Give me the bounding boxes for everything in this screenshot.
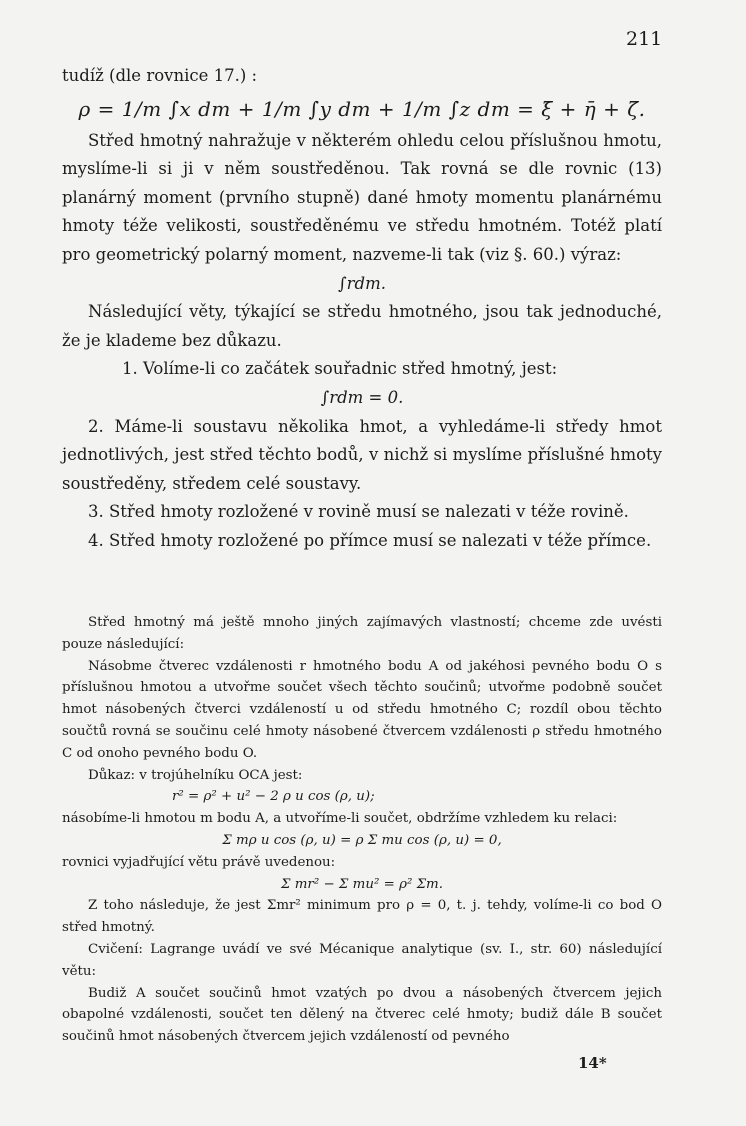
intro-line: tudíž (dle rovnice 17.) : bbox=[62, 66, 258, 85]
paragraph-2: Následující věty, týkající se středu hmotného, jsou tak jednoduché, že je klademe bez důkazu. bbox=[62, 302, 662, 350]
small-paragraph-4: rovnici vyjadřující větu právě uvedenou: bbox=[62, 854, 336, 870]
exercise-paragraph: Cvičení: Lagrange uvádí ve své Mécanique analytique (sv. I., str. 60) následující větu: bbox=[62, 941, 662, 979]
small-text bbox=[62, 612, 662, 1048]
centroid-equation: ρ = 1/m ∫x dm + 1/m ∫y dm + 1/m ∫z dm = ξ̄ + η̄ + ζ̄. bbox=[78, 96, 646, 121]
small-paragraph-1: Střed hmotný má ještě mnoho jiných zajímavých vlastností; chceme zde uvésti pouze následující: bbox=[62, 615, 662, 652]
equation-2: Σ mρ u cos (ρ, u) = ρ Σ mu cos (ρ, u) = 0, bbox=[222, 832, 502, 848]
signature-mark: 14* bbox=[578, 1054, 607, 1072]
proof-line: Důkaz: v trojúhelníku OCA jest: bbox=[88, 767, 303, 783]
small-paragraph-5: Z toho následuje, že jest Σmr² minimum pro ρ = 0, t. j. tehdy, volíme-li co bod O střed hmotný. bbox=[62, 898, 662, 936]
item-3: 3. Střed hmoty rozložené v rovině musí se nalezati v téže rovině. bbox=[88, 502, 629, 522]
item-4: 4. Střed hmoty rozložené po přímce musí se nalezati v téže přímce. bbox=[88, 530, 652, 550]
equation-1: r² = ρ² + u² − 2 ρ u cos (ρ, u); bbox=[172, 789, 375, 805]
equation-zero: ∫rdm = 0. bbox=[320, 387, 404, 407]
small-paragraph-2: Násobme čtverec vzdálenosti r hmotného bodu A od jakéhosi pevného bodu O s příslušnou hmotou a utvořme součet všech těchto součinů; utvořme podobně součet hmot násobených čtverci vzdáleností u od středu hmotného C; rozdíl obou těchto součtů rovná se součinu celé hmoty násobené čtvercem vzdálenosti ρ středu hmotného C od onoho pevného bodu O. bbox=[62, 658, 662, 761]
item-2: 2. Máme-li soustavu několika hmot, a vyhledáme-li středy hmot jednotlivých, jest střed těchto bodů, v nichž si myslíme příslušné hmoty soustředěny, středem celé soustavy. bbox=[62, 416, 662, 493]
equation-3: Σ mr² − Σ mu² = ρ² Σm. bbox=[281, 876, 443, 892]
small-paragraph-3: násobíme-li hmotou m bodu A, a utvoříme-li součet, obdržíme vzhledem ku relaci: bbox=[62, 811, 618, 827]
page-number: 211 bbox=[626, 28, 663, 50]
small-paragraph-6: Budiž A součet součinů hmot vzatých po dvou a násobených čtvercem jejich obapolné vzdálenosti, součet ten dělený na čtverec celé hmoty; budiž dále B součet součinů hmot násobených čtvercem jejich vzdáleností od pevného bbox=[62, 985, 662, 1045]
item-1: 1. Volíme-li co začátek souřadnic střed hmotný, jest: bbox=[122, 359, 558, 379]
main-text bbox=[62, 62, 662, 556]
equation-rdm: ∫rdm. bbox=[338, 273, 386, 293]
paragraph-1: Střed hmotný nahražuje v některém ohledu celou příslušnou hmotu, myslíme-li si ji v něm soustředěnou. Tak rovná se dle rovnic (13) planárný moment (prvního stupně) dané hmoty momentu planárnému hmoty téže velikosti, soustředěnému ve středu hmotném. Totéž platí pro geometrický polarný moment, nazveme-li tak (viz §. 60.) výraz: bbox=[62, 130, 662, 264]
